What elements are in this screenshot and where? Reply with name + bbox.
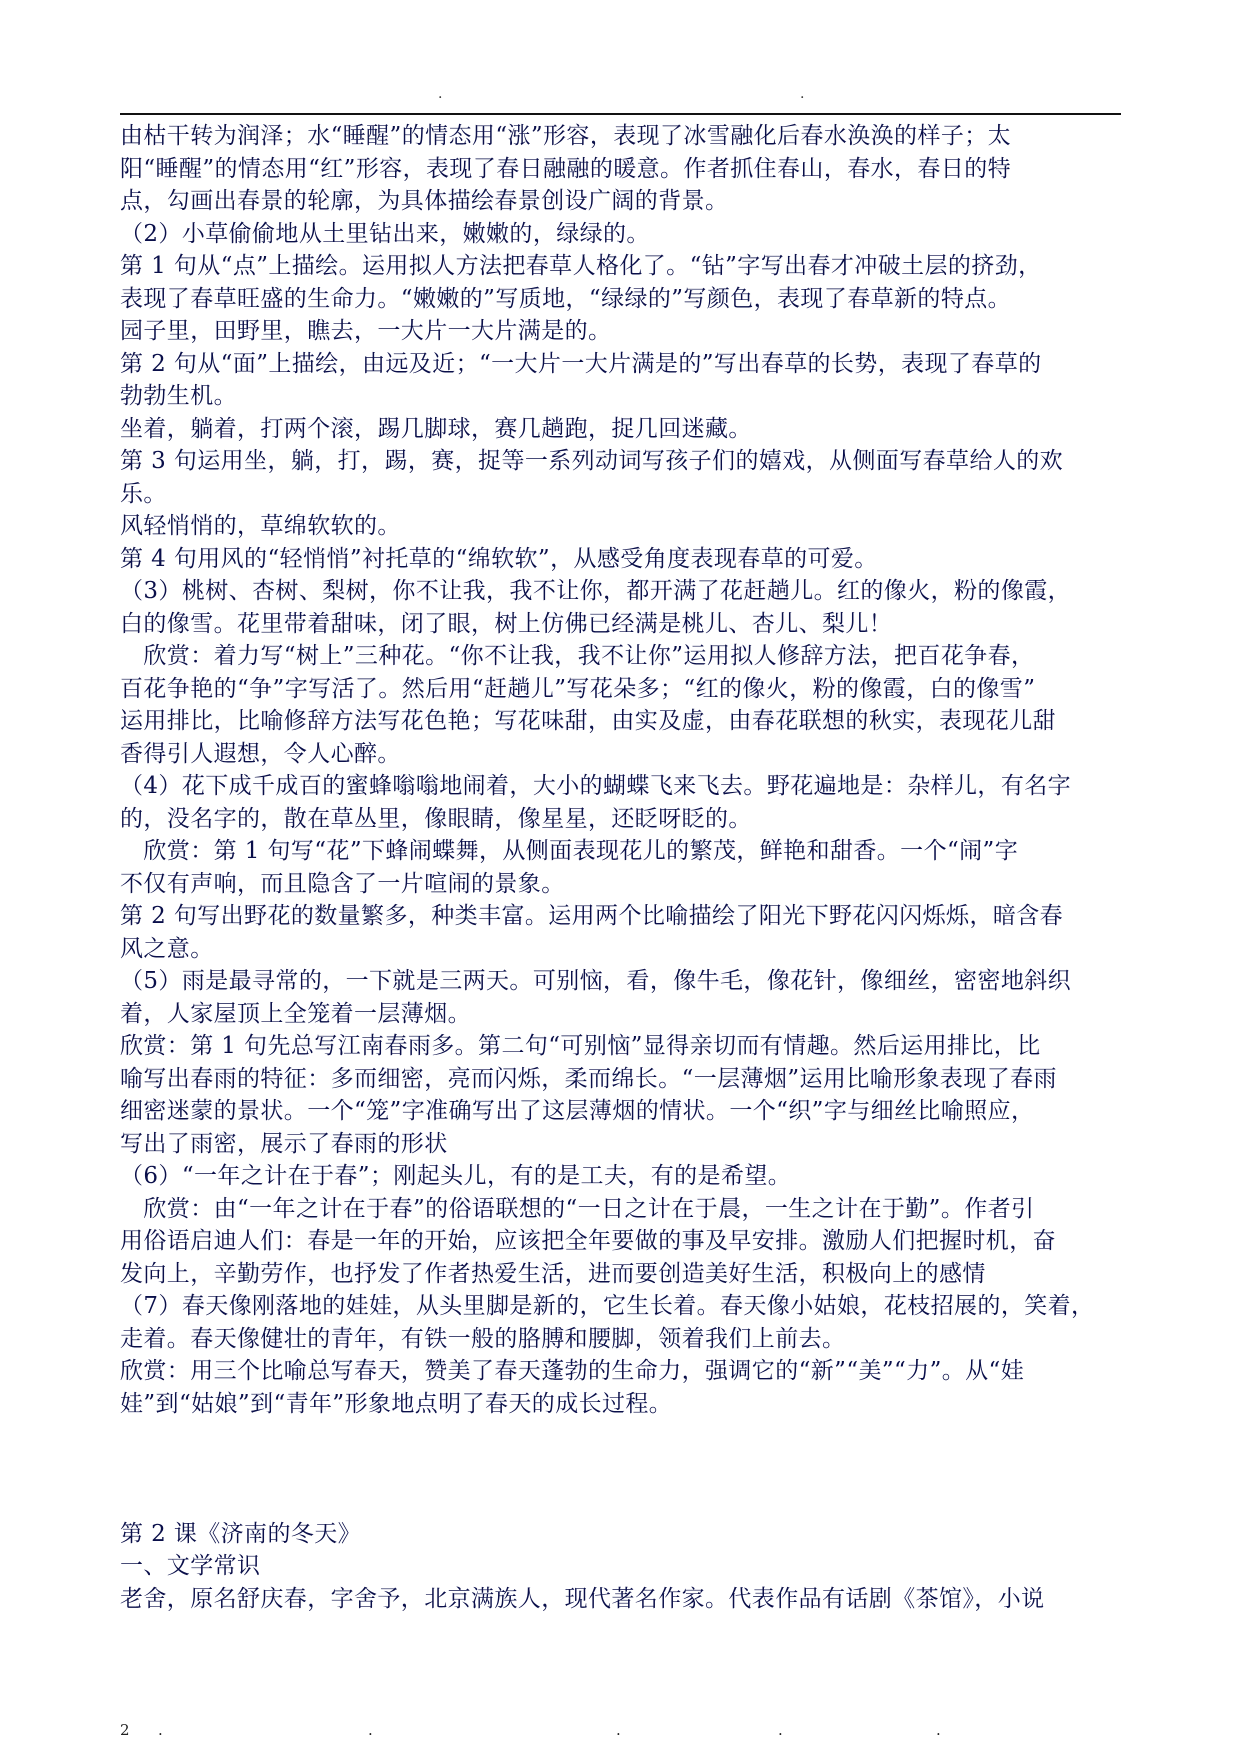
text-line: 用俗语启迪人们：春是一年的开始，应该把全年要做的事及早安排。激励人们把握时机，奋 [120,1228,1056,1254]
text-line: 阳“睡醒”的情态用“红”形容，表现了春日融融的暖意。作者抓住春山，春水，春日的特 [120,155,1012,182]
document-body [120,120,1121,1615]
footer-dot: . [158,1721,163,1739]
header-dot: . [438,86,443,102]
text-line: 白的像雪。花里带着甜味，闭了眼，树上仿佛已经满是桃儿、杏儿、梨儿！ [120,610,893,637]
text-line: （5）雨是最寻常的，一下就是三两天。可别恼，看，像牛毛，像花针，像细丝，密密地斜织 [120,968,1072,994]
text-line: 表现了春草旺盛的生命力。“嫩嫩的”写质地，“绿绿的”写颜色，表现了春草新的特点。 [120,285,1012,312]
blank-line [120,1485,1121,1518]
text-line: 的，没名字的，散在草丛里，像眼睛，像星星，还眨呀眨的。 [120,805,752,832]
footer-dot: . [778,1721,783,1739]
text-line: 娃”到“姑娘”到“青年”形象地点明了春天的成长过程。 [120,1390,673,1417]
text-line: 细密迷蒙的景状。一个“笼”字准确写出了这层薄烟的情状。一个“织”字与细丝比喻照应， [120,1098,1035,1124]
text-line: （3）桃树、杏树、梨树，你不让我，我不让你，都开满了花赶趟儿。红的像火，粉的像霞， [120,578,1072,604]
footer-dot: . [616,1721,621,1739]
text-line: 欣赏：着力写“树上”三种花。“你不让我，我不让你”运用拟人修辞方法，把百花争春， [120,643,1035,669]
text-line: 发向上，辛勤劳作，也抒发了作者热爱生活，进而要创造美好生活，积极向上的感情 [120,1260,986,1287]
blank-line [120,1453,1121,1486]
page-number: 2 [120,1721,130,1739]
text-line: 第 2 句从“面”上描绘，由远及近；“一大片一大片满是的”写出春草的长势，表现了春草的 [120,350,1042,377]
blank-line [120,1420,1121,1453]
text-line: 欣赏：第 1 句写“花”下蜂闹蝶舞，从侧面表现花儿的繁茂，鲜艳和甜香。一个“闹”字 [120,838,1019,864]
header-rule [120,113,1121,115]
text-line: 勃勃生机。 [120,383,237,409]
text-line: 园子里，田野里，瞧去，一大片一大片满是的。 [120,318,612,344]
text-line: （2）小草偷偷地从土里钻出来，嫩嫩的，绿绿的。 [120,220,650,247]
text-line: 点，勾画出春景的轮廓，为具体描绘春景创设广阔的背景。 [120,188,729,214]
text-line: 不仅有声响，而且隐含了一片喧闹的景象。 [120,870,565,897]
text-line: 着，人家屋顶上全笼着一层薄烟。 [120,1000,471,1027]
text-line: 欣赏：由“一年之计在于春”的俗语联想的“一日之计在于晨，一生之计在于勤”。作者引 [120,1195,1035,1222]
text-line: 坐着，躺着，打两个滚，踢几脚球，赛几趟跑，捉几回迷藏。 [120,415,752,442]
text-line: （7）春天像刚落地的娃娃，从头里脚是新的，它生长着。春天像小姑娘，花枝招展的，笑着， [120,1293,1095,1319]
text-line: 喻写出春雨的特征：多而细密，亮而闪烁，柔而绵长。“一层薄烟”运用比喻形象表现了春雨 [120,1065,1057,1092]
text-line: 乐。 [120,480,167,507]
footer-dot: . [936,1721,941,1739]
paragraph-lines [120,120,1121,1420]
text-line: 第 4 句用风的“轻悄悄”衬托草的“绵软软”，从感受角度表现春草的可爱。 [120,545,878,572]
text-line: 写出了雨密，展示了春雨的形状 [120,1130,448,1157]
text-line: 第 3 句运用坐，躺，打，踢，赛，捉等一系列动词写孩子们的嬉戏，从侧面写春草给人的欢 [120,448,1064,474]
text-line: 由枯干转为润泽；水“睡醒”的情态用“涨”形容，表现了冰雪融化后春水涣涣的样子；太 [120,123,1012,149]
text-line: 走着。春天像健壮的青年，有铁一般的胳膊和腰脚，领着我们上前去。 [120,1325,846,1352]
text-line: 风轻悄悄的，草绵软软的。 [120,513,401,539]
section-heading: 一、文学常识 [120,1553,261,1579]
text-line: 香得引人遐想，令人心醉。 [120,740,401,767]
text-line: 风之意。 [120,935,214,962]
text-line: 欣赏：用三个比喻总写春天，赞美了春天蓬勃的生命力，强调它的“新”“美”“力”。从“娃 [120,1358,1025,1384]
text-line: 第 1 句从“点”上描绘。运用拟人方法把春草人格化了。“钻”字写出春才冲破土层的挤劲， [120,253,1042,279]
text-line: 百花争艳的“争”字写活了。然后用“赶趟儿”写花朵多；“红的像火，粉的像霞，白的像雪” [120,675,1036,702]
lesson-title: 第 2 课《济南的冬天》 [120,1520,362,1547]
header-dot: . [800,86,805,102]
text-line: （4）花下成千成百的蜜蜂嗡嗡地闹着，大小的蝴蝶飞来飞去。野花遍地是：杂样儿，有名字 [120,773,1072,799]
text-line: 第 2 句写出野花的数量繁多，种类丰富。运用两个比喻描绘了阳光下野花闪闪烁烁，暗含春 [120,903,1064,929]
footer-dot: . [368,1721,373,1739]
text-line: 运用排比，比喻修辞方法写花色艳；写花味甜，由实及虚，由春花联想的秋实，表现花儿甜 [120,708,1056,734]
section-body-line: 老舍，原名舒庆春，字舍予，北京满族人，现代著名作家。代表作品有话剧《茶馆》，小说 [120,1585,1045,1612]
text-line: （6）“一年之计在于春”；刚起头儿，有的是工夫，有的是希望。 [120,1163,792,1189]
text-line: 欣赏：第 1 句先总写江南春雨多。第二句“可别恼”显得亲切而有情趣。然后运用排比，比 [120,1033,1041,1059]
